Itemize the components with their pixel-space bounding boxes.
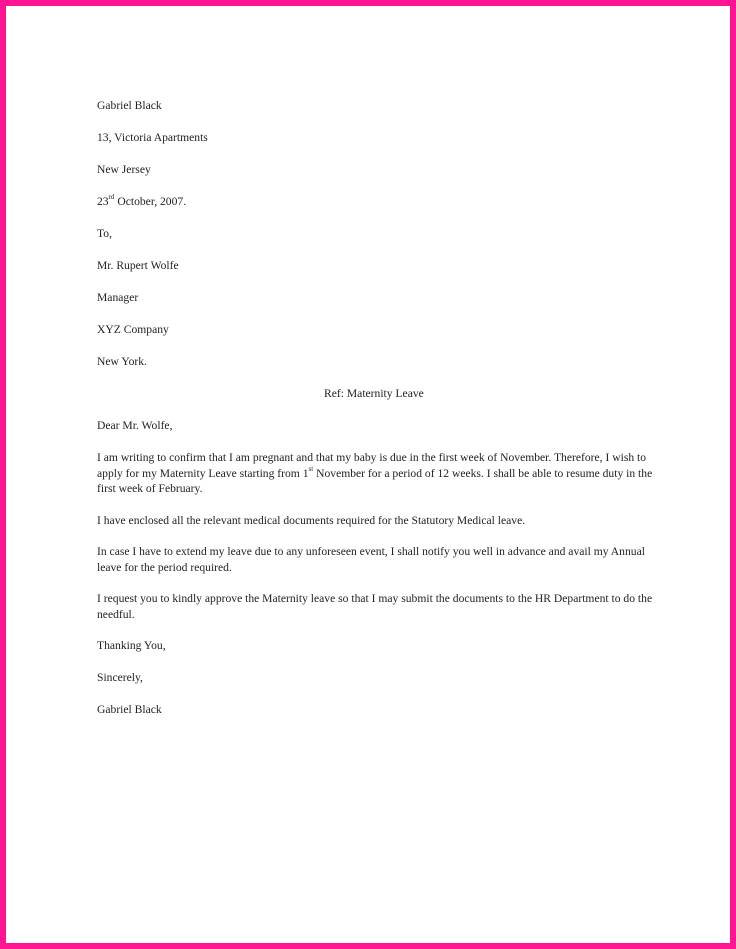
recipient-company: XYZ Company (97, 323, 169, 336)
letter-body (97, 98, 657, 734)
sender-name: Gabriel Black (97, 99, 162, 112)
p1-text-end: November for a period of 12 weeks. I shall be able to resume duty in the first week of February. (97, 466, 653, 495)
letter-date (97, 194, 657, 210)
recipient-city: New York. (97, 355, 147, 368)
salutation: Dear Mr. Wolfe, (97, 419, 173, 432)
body-paragraph-2: I have enclosed all the relevant medical documents required for the Statutory Medical leave. (97, 513, 526, 527)
recipient-name: Mr. Rupert Wolfe (97, 259, 179, 272)
body-paragraph-4: I request you to kindly approve the Maternity leave so that I may submit the documents to the HR Department to do the needful. (97, 592, 653, 621)
recipient-title: Manager (97, 291, 139, 304)
date-day-suffix: rd (108, 193, 115, 202)
recipient-to: To, (97, 227, 112, 240)
p1-text-start: I am writing to confirm that I am pregnant and that my baby is due in the first week of November. Therefore, I wish to apply for my Maternity Leave starting from 1 (97, 451, 647, 480)
sender-address: 13, Victoria Apartments (97, 131, 208, 144)
signature-name: Gabriel Black (97, 703, 162, 716)
closing-thanks: Thanking You, (97, 639, 166, 652)
body-paragraph-1 (97, 450, 657, 497)
date-rest: October, 2007. (114, 195, 187, 208)
date-day: 23 (97, 195, 109, 208)
sender-city: New Jersey (97, 163, 151, 176)
p1-ordinal-suffix: st (308, 464, 314, 473)
body-paragraph-3: In case I have to extend my leave due to any unforeseen event, I shall notify you well in advance and avail my Annual leave for the period required. (97, 545, 645, 574)
closing-sign-off: Sincerely, (97, 671, 143, 684)
subject-line: Ref: Maternity Leave (324, 387, 424, 400)
